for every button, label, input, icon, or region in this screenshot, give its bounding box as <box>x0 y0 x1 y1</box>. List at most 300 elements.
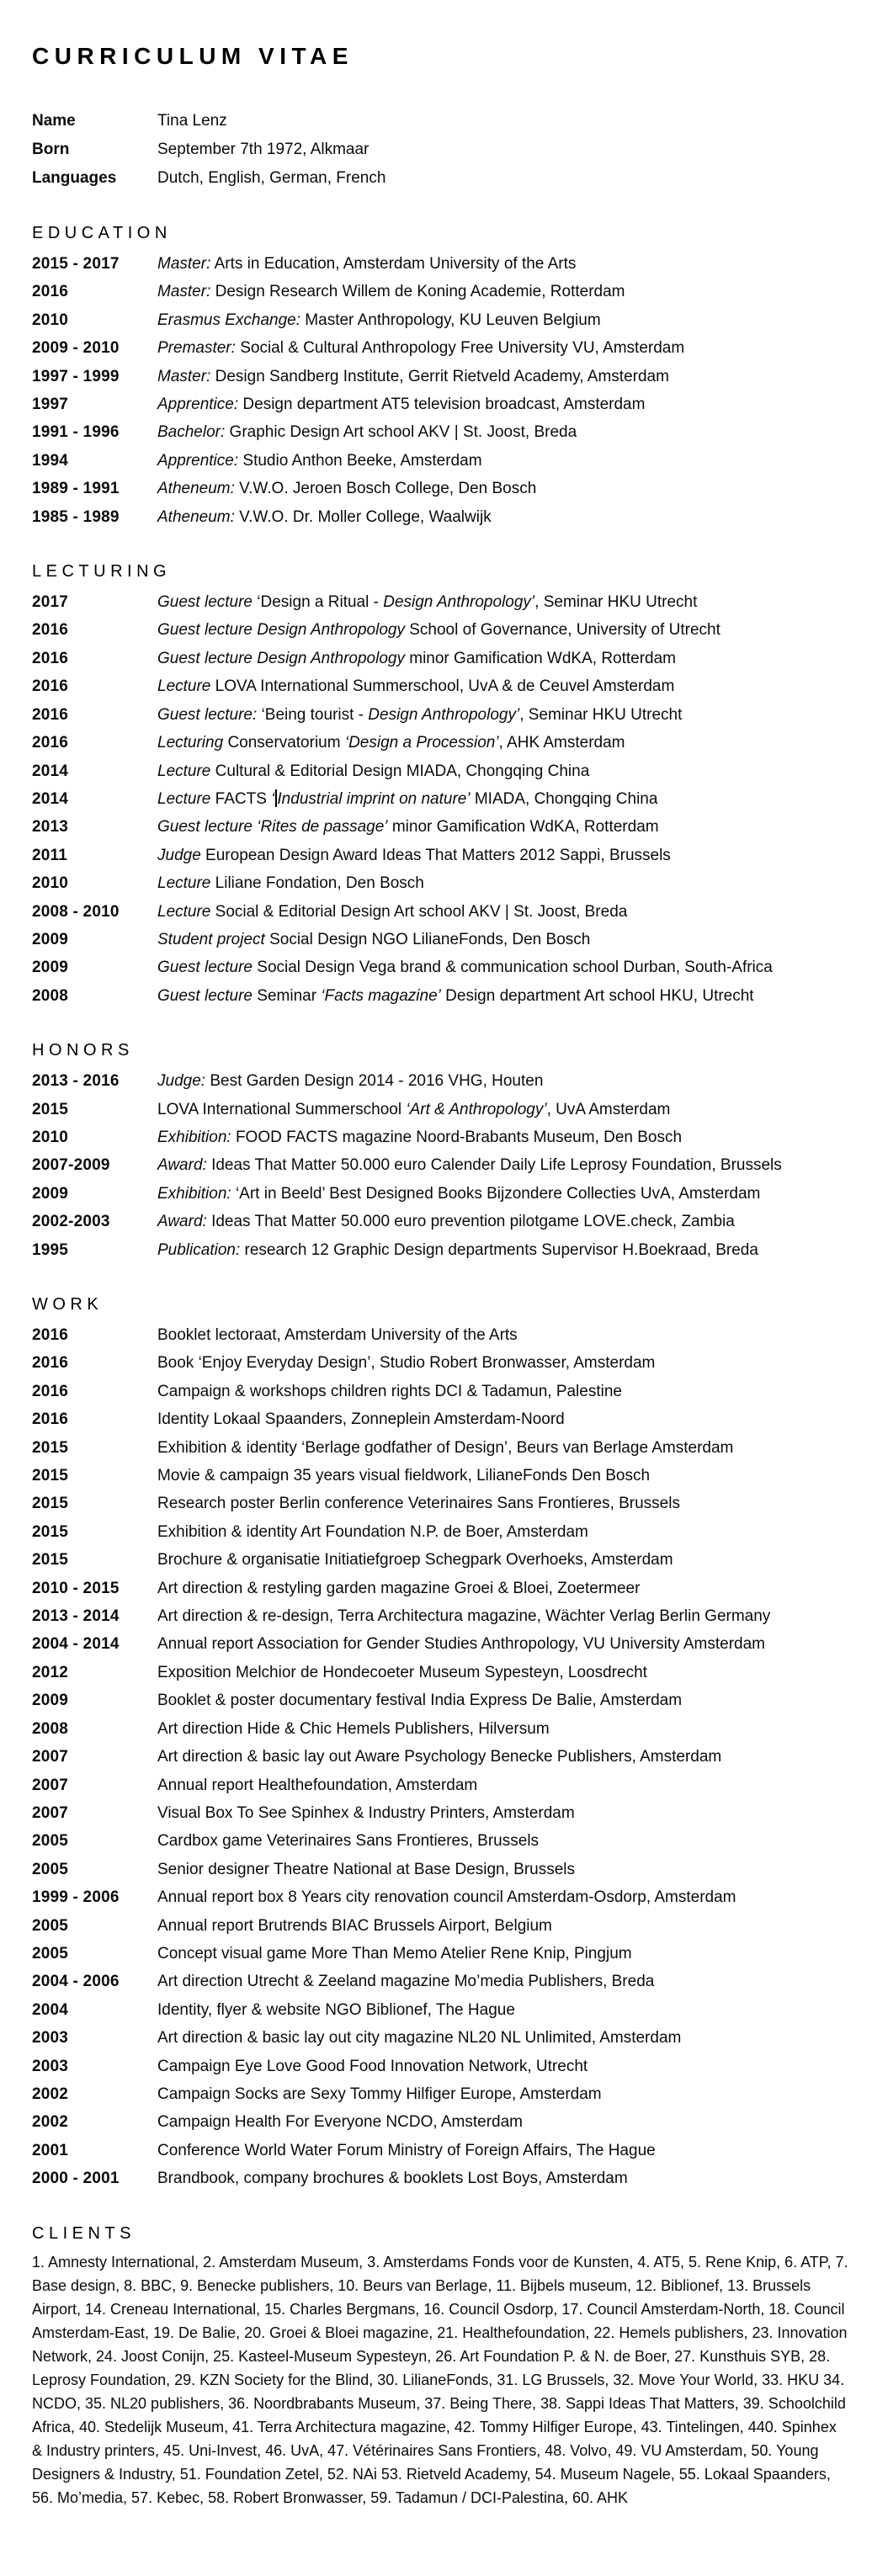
entry-text-segment: Booklet lectoraat, Amsterdam University of the Arts <box>157 1326 518 1344</box>
entry-row <box>32 1321 847 1349</box>
entry-period: 2005 <box>32 1832 69 1851</box>
entry-text-segment: Art direction & basic lay out Aware Psychology Benecke Publishers, Amsterdam <box>157 1748 722 1766</box>
entry-description <box>157 1462 847 1490</box>
info-value: Tina Lenz <box>157 112 227 130</box>
entry-text-segment: Master: <box>157 367 211 385</box>
entry-text-segment: Social Design Vega brand & communication school Durban, South-Africa <box>253 959 773 977</box>
entry-text-segment: ‘Design a Ritual - <box>253 593 384 612</box>
entry-row <box>32 1715 847 1743</box>
entry-text-segment: Art direction & basic lay out city magazine NL20 NL Unlimited, Amsterdam <box>157 2029 682 2048</box>
info-label: Languages <box>32 169 117 187</box>
entry-period: 1991 - 1996 <box>32 423 120 442</box>
entry-description <box>157 785 847 813</box>
work-entries <box>32 1321 847 2193</box>
entry-description <box>157 2164 847 2192</box>
entry-text-segment: Campaign Socks are Sexy Tommy Hilfiger Europe, Amsterdam <box>157 2085 602 2103</box>
entry-description <box>157 1067 847 1095</box>
entry-text-segment: Bachelor: <box>157 423 226 442</box>
entry-description <box>157 953 847 981</box>
entry-text-segment: Atheneum: <box>157 507 235 526</box>
entry-row <box>32 418 847 446</box>
entry-text-segment: FOOD FACTS magazine Noord-Brabants Museum, Den Bosch <box>231 1128 683 1146</box>
entry-row <box>32 1349 847 1377</box>
entry-text-segment: Campaign & workshops children rights DCI & Tadamun, Palestine <box>157 1382 622 1400</box>
education-section <box>32 223 847 531</box>
entry-row <box>32 2108 847 2136</box>
entry-row <box>32 588 847 616</box>
entry-period: 2007 <box>32 1803 69 1822</box>
honors-section <box>32 1040 847 1264</box>
work-section <box>32 1294 847 2193</box>
entry-text-segment: Arts in Education, Amsterdam University of the Arts <box>210 255 577 273</box>
entry-text-segment: Student project <box>157 930 265 948</box>
entry-row <box>32 1123 847 1151</box>
entry-row <box>32 1180 847 1208</box>
entry-text-segment: Atheneum: <box>157 480 235 498</box>
entry-text-segment: Guest lecture Design Anthropology <box>157 649 405 667</box>
entry-row <box>32 953 847 981</box>
entry-text-segment: Exhibition & identity Art Foundation N.P. de Boer, Amsterdam <box>157 1522 588 1541</box>
entry-row <box>32 842 847 869</box>
entry-text-segment: Conference World Water Forum Ministry of Foreign Affairs, The Hague <box>157 2141 656 2159</box>
entry-period: 1994 <box>32 451 69 470</box>
entry-row <box>32 813 847 841</box>
entry-period: 2005 <box>32 1860 69 1878</box>
entry-period: 2002 <box>32 2113 69 2132</box>
entry-period: 1999 - 2006 <box>32 1888 120 1907</box>
entry-description <box>157 1349 847 1377</box>
entry-text-segment: Annual report box 8 Years city renovation council Amsterdam-Osdorp, Amsterdam <box>157 1888 736 1907</box>
entry-row <box>32 2164 847 2192</box>
entry-description <box>157 645 847 672</box>
section-heading: LECTURING <box>32 562 172 582</box>
entry-description <box>157 701 847 729</box>
entry-period: 2016 <box>32 1354 69 1373</box>
entry-text-segment: Senior designer Theatre National at Base Design, Brussels <box>157 1860 576 1878</box>
entry-text-segment: Booklet & poster documentary festival India Express De Balie, Amsterdam <box>157 1692 683 1710</box>
entry-row <box>32 616 847 644</box>
entry-text-segment: Annual report Brutrends BIAC Brussels Airport, Belgium <box>157 1916 552 1935</box>
entry-row <box>32 1405 847 1433</box>
entry-description <box>157 729 847 757</box>
education-entries <box>32 250 847 531</box>
clients-paragraph: 1. Amnesty International, 2. Amsterdam Museum, 3. Amsterdams Fonds voor de Kunsten, 4. AT5, 5. Rene Knip, 6. ATP, 7. Base design, 8. BBC, 9. Benecke publishers, 10. Beurs van Berlage, 11. Bijbels museum, 12. Biblionef, 13. Brussels Airport, 14. Creneau International, 15. Charles Bergmans, 16. Council Osdorp, 17. Council Amsterdam-North, 18. Council Amsterdam-East, 19. De Balie, 20. Groei & Bloei magazine, 21. Healthefoundation, 22. Hemels publishers, 23. Innovation Network, 24. Joost Conijn, 25. Kasteel-Museum Sypesteyn, 26. Art Foundation P. & N. de Boer, 27. Kunsthuis SYB, 28. Leprosy Foundation, 29. KZN Society for the Blind, 30. LilianeFonds, 31. LG Brussels, 32. Move Your World, 33. HKU 34. NCDO, 35. NL20 publishers, 36. Noordbrabants Museum, 37. Being There, 38. Sappi Ideas That Matters, 39. Schoolchild Africa, 40. Stedelijk Museum, 41. Terra Architectura magazine, 42. Tommy Hilfiger Europe, 43. Tintelingen, 440. Spinhex & Industry printers, 45. Uni-Invest, 46. UvA, 47. Vétérinaires Sans Frontiers, 48. Volvo, 49. VU Amsterdam, 50. Young Designers & Industry, 51. Foundation Zetel, 52. NAi 53. Rietveld Academy, 54. Museum Nagele, 55. Lokaal Spaanders, 56. Mo’media, 57. Kebec, 58. Robert Bronwasser, 59. Tadamun / DCI-Palestina, 60. AHK <box>32 2253 848 2506</box>
entry-description <box>157 898 847 926</box>
entry-row <box>32 1518 847 1546</box>
entry-period: 1995 <box>32 1240 69 1259</box>
entry-period: 2005 <box>32 1944 69 1963</box>
entry-description <box>157 1546 847 1574</box>
entry-row <box>32 1575 847 1602</box>
info-value: September 7th 1972, Alkmaar <box>157 141 370 158</box>
entry-row <box>32 2137 847 2164</box>
entry-text-segment: Publication: <box>157 1240 241 1259</box>
entry-row <box>32 729 847 757</box>
honors-entries <box>32 1067 847 1264</box>
entry-period: 1985 - 1989 <box>32 507 120 526</box>
entry-row <box>32 898 847 926</box>
entry-text-segment: Campaign Health For Everyone NCDO, Amsterdam <box>157 2113 523 2132</box>
entry-description <box>157 1180 847 1208</box>
entry-description <box>157 1123 847 1151</box>
entry-row <box>32 757 847 785</box>
entry-row <box>32 1743 847 1771</box>
entry-text-segment: Campaign Eye Love Good Food Innovation Network, Utrecht <box>157 2057 588 2075</box>
entry-description <box>157 1575 847 1602</box>
entry-text-segment: Ideas That Matter 50.000 euro prevention pilotgame LOVE.check, Zambia <box>206 1213 735 1231</box>
entry-description <box>157 813 847 841</box>
entry-text-segment: Exhibition & identity ‘Berlage godfather of Design’, Beurs van Berlage Amsterdam <box>157 1438 734 1457</box>
entry-row <box>32 334 847 362</box>
entry-period: 2016 <box>32 1326 69 1344</box>
entry-description <box>157 1378 847 1405</box>
entry-description <box>157 1715 847 1743</box>
entry-period: 2012 <box>32 1663 69 1681</box>
entry-text-segment: Guest lecture ‘Rites de passage’ <box>157 818 388 837</box>
entry-period: 2002-2003 <box>32 1213 110 1231</box>
entry-description <box>157 1208 847 1235</box>
entry-text-segment: Conservatorium <box>223 734 345 752</box>
entry-text-segment: ‘Design a Procession’ <box>344 734 499 752</box>
entry-description <box>157 757 847 785</box>
entry-text-segment: , UvA Amsterdam <box>546 1100 671 1118</box>
entry-row <box>32 1856 847 1883</box>
entry-text-segment: Brochure & organisatie Initiatiefgroep Schegpark Overhoeks, Amsterdam <box>157 1551 673 1570</box>
entry-text-segment: Annual report Healthefoundation, Amsterdam <box>157 1776 478 1794</box>
entry-row <box>32 1378 847 1405</box>
entry-text-segment: FACTS <box>210 789 272 808</box>
entry-description <box>157 306 847 334</box>
entry-period: 2013 - 2016 <box>32 1072 120 1091</box>
entry-row <box>32 1208 847 1235</box>
entry-row <box>32 2024 847 2052</box>
entry-period: 2010 <box>32 311 69 329</box>
entry-description <box>157 1686 847 1714</box>
entry-description <box>157 842 847 869</box>
entry-description <box>157 1940 847 1968</box>
entry-period: 2013 <box>32 818 69 837</box>
entry-row <box>32 1659 847 1686</box>
entry-text-segment: LOVA International Summerschool, UvA & de Ceuvel Amsterdam <box>210 677 675 696</box>
entry-row <box>32 1883 847 1911</box>
entry-row <box>32 1630 847 1658</box>
entry-description <box>157 390 847 418</box>
entry-description <box>157 1827 847 1855</box>
entry-text-segment: Social & Cultural Anthropology Free University VU, Amsterdam <box>235 339 685 358</box>
entry-description <box>157 1771 847 1799</box>
entry-text-segment: Liliane Fondation, Den Bosch <box>210 874 424 893</box>
entry-row <box>32 1968 847 1995</box>
entry-row <box>32 447 847 475</box>
info-row <box>32 135 847 164</box>
entry-period: 1997 - 1999 <box>32 367 120 385</box>
entry-text-segment: Identity Lokaal Spaanders, Zonneplein Amsterdam-Noord <box>157 1410 565 1429</box>
entry-text-segment: Guest lecture <box>157 959 253 977</box>
entry-period: 2015 <box>32 1438 69 1457</box>
entry-text-segment: European Design Award Ideas That Matters 2012 Sappi, Brussels <box>200 846 671 864</box>
entry-description <box>157 363 847 390</box>
entry-text-segment: Erasmus Exchange: <box>157 311 301 329</box>
entry-text-segment: Award: <box>157 1213 207 1231</box>
entry-row <box>32 672 847 700</box>
entry-text-segment: Exhibition: <box>157 1128 231 1146</box>
entry-text-segment: Industrial imprint on nature’ <box>277 789 471 808</box>
entry-period: 2011 <box>32 846 68 864</box>
entry-period: 2016 <box>32 1382 69 1400</box>
entry-description <box>157 1743 847 1771</box>
entry-row <box>32 306 847 334</box>
entry-description <box>157 2024 847 2052</box>
entry-row <box>32 1771 847 1799</box>
entry-row <box>32 1996 847 2024</box>
entry-period: 2004 - 2014 <box>32 1635 120 1654</box>
entry-row <box>32 869 847 897</box>
entry-period: 2000 - 2001 <box>32 2170 120 2188</box>
entry-row <box>32 982 847 1010</box>
entry-period: 2001 <box>32 2141 69 2159</box>
entry-text-segment: Judge: <box>157 1072 206 1091</box>
entry-text-segment: Design department AT5 television broadcast, Amsterdam <box>238 396 646 414</box>
entry-row <box>32 250 847 278</box>
entry-row <box>32 363 847 390</box>
info-label: Born <box>32 141 70 158</box>
entry-text-segment: Visual Box To See Spinhex & Industry Printers, Amsterdam <box>157 1803 575 1822</box>
entry-description <box>157 1236 847 1264</box>
entry-description <box>157 1490 847 1517</box>
entry-row <box>32 503 847 531</box>
entry-text-segment: Master: <box>157 283 211 301</box>
entry-period: 2008 - 2010 <box>32 902 120 921</box>
entry-text-segment: , AHK Amsterdam <box>498 734 625 752</box>
entry-text-segment: Lecturing <box>157 734 224 752</box>
entry-period: 2013 - 2014 <box>32 1607 120 1626</box>
entry-row <box>32 1827 847 1855</box>
entry-period: 2009 <box>32 1692 69 1710</box>
entry-period: 2016 <box>32 649 69 667</box>
entry-text-segment: Guest lecture Design Anthropology <box>157 621 405 640</box>
entry-text-segment: V.W.O. Dr. Moller College, Waalwijk <box>234 507 492 526</box>
entry-period: 1997 <box>32 396 69 414</box>
entry-description <box>157 334 847 362</box>
entry-text-segment: Concept visual game More Than Memo Atelier Rene Knip, Pingjum <box>157 1944 632 1963</box>
entry-row <box>32 1546 847 1574</box>
entry-text-segment: minor Gamification WdKA, Rotterdam <box>404 649 677 667</box>
page-title: CURRICULUM VITAE <box>32 43 354 69</box>
entry-period: 2005 <box>32 1916 69 1935</box>
entry-period: 2009 - 2010 <box>32 339 120 358</box>
entry-text-segment: Graphic Design Art school AKV | St. Joost, Breda <box>225 423 577 442</box>
entry-period: 2016 <box>32 677 69 696</box>
entry-text-segment: ‘ <box>271 789 275 808</box>
personal-info <box>32 107 847 193</box>
entry-description <box>157 1405 847 1433</box>
entry-row <box>32 2080 847 2108</box>
entry-period: 2016 <box>32 705 69 724</box>
entry-text-segment: Lecture <box>157 874 211 893</box>
section-heading: EDUCATION <box>32 224 172 242</box>
entry-text-segment: minor Gamification WdKA, Rotterdam <box>387 818 659 837</box>
entry-description <box>157 1883 847 1911</box>
entry-row <box>32 1602 847 1630</box>
entry-text-segment: Art direction & re-design, Terra Architectura magazine, Wächter Verlag Berlin Germany <box>157 1607 771 1626</box>
info-row <box>32 164 847 193</box>
entry-row <box>32 390 847 418</box>
entry-period: 2004 - 2006 <box>32 1973 120 1991</box>
entry-text-segment: Annual report Association for Gender Studies Anthropology, VU University Amsterdam <box>157 1635 766 1654</box>
entry-row <box>32 1490 847 1517</box>
entry-row <box>32 1067 847 1095</box>
entry-description <box>157 926 847 953</box>
entry-period: 2009 <box>32 959 69 977</box>
entry-text-segment: Best Garden Design 2014 - 2016 VHG, Houten <box>205 1072 544 1091</box>
entry-description <box>157 475 847 502</box>
entry-description <box>157 418 847 446</box>
entry-text-segment: Social Design NGO LilianeFonds, Den Bosch <box>264 930 591 948</box>
entry-text-segment: V.W.O. Jeroen Bosch College, Den Bosch <box>234 480 537 498</box>
entry-text-segment: School of Governance, University of Utrecht <box>404 621 720 640</box>
entry-period: 2007 <box>32 1776 69 1794</box>
entry-text-segment: Design Anthropology’ <box>383 593 535 612</box>
entry-description <box>157 2108 847 2136</box>
entry-text-segment: Guest lecture: <box>157 705 258 724</box>
entry-period: 2015 <box>32 1100 69 1118</box>
entry-description <box>157 1434 847 1462</box>
entry-description <box>157 588 847 616</box>
entry-text-segment: , Seminar HKU Utrecht <box>519 705 683 724</box>
entry-description <box>157 250 847 278</box>
entry-period: 2015 <box>32 1495 69 1513</box>
entry-text-segment: Lecture <box>157 677 211 696</box>
entry-text-segment: Cardbox game Veterinaires Sans Frontieres, Brussels <box>157 1832 540 1851</box>
entry-text-segment: Research poster Berlin conference Veterinaires Sans Frontieres, Brussels <box>157 1495 680 1513</box>
entry-text-segment: Design Sandberg Institute, Gerrit Rietveld Academy, Amsterdam <box>210 367 669 385</box>
cv-sections <box>32 223 847 2510</box>
entry-period: 2015 <box>32 1551 69 1570</box>
entry-period: 2016 <box>32 1410 69 1429</box>
entry-period: 2016 <box>32 283 69 301</box>
entry-description <box>157 1518 847 1546</box>
entry-row <box>32 1940 847 1968</box>
entry-text-segment: Book ‘Enjoy Everyday Design’, Studio Robert Bronwasser, Amsterdam <box>157 1354 656 1373</box>
entry-period: 2004 <box>32 2000 69 2019</box>
entry-period: 2008 <box>32 1719 69 1738</box>
entry-row <box>32 785 847 813</box>
entry-description <box>157 1151 847 1179</box>
entry-period: 2015 <box>32 1522 69 1541</box>
entry-description <box>157 672 847 700</box>
entry-period: 2010 <box>32 874 69 893</box>
entry-description <box>157 869 847 897</box>
entry-text-segment: Exhibition: <box>157 1184 231 1203</box>
entry-row <box>32 645 847 672</box>
entry-description <box>157 1799 847 1827</box>
entry-description <box>157 2053 847 2080</box>
entry-description <box>157 616 847 644</box>
entry-text-segment: Brandbook, company brochures & booklets Lost Boys, Amsterdam <box>157 2170 628 2188</box>
entry-period: 2009 <box>32 1184 69 1203</box>
entry-period: 2014 <box>32 789 69 808</box>
entry-period: 2003 <box>32 2057 69 2075</box>
clients-section <box>32 2223 847 2510</box>
entry-text-segment: Design Research Willem de Koning Academie, Rotterdam <box>210 283 625 301</box>
entry-period: 2009 <box>32 930 69 948</box>
entry-text-segment: ‘Being tourist - <box>257 705 369 724</box>
entry-row <box>32 1236 847 1264</box>
entry-description <box>157 1912 847 1940</box>
entry-period: 2016 <box>32 621 69 640</box>
lecturing-section <box>32 561 847 1010</box>
entry-description <box>157 2137 847 2164</box>
entry-period: 2008 <box>32 986 69 1005</box>
entry-period: 2007-2009 <box>32 1156 110 1175</box>
entry-description <box>157 1602 847 1630</box>
entry-text-segment: Movie & campaign 35 years visual fieldwork, LilianeFonds Den Bosch <box>157 1467 651 1485</box>
entry-row <box>32 2053 847 2080</box>
entry-period: 2010 <box>32 1128 69 1146</box>
entry-description <box>157 278 847 305</box>
entry-description <box>157 1321 847 1349</box>
entry-text-segment: ‘Art & Anthropology’ <box>406 1100 547 1118</box>
entry-text-segment: Art direction & restyling garden magazine Groei & Bloei, Zoetermeer <box>157 1579 641 1597</box>
entry-period: 2017 <box>32 593 69 612</box>
entry-text-segment: ‘Facts magazine’ <box>321 986 441 1005</box>
entry-text-segment: ‘Art in Beeld’ Best Designed Books Bijzondere Collecties UvA, Amsterdam <box>231 1184 761 1203</box>
entry-text-segment: Studio Anthon Beeke, Amsterdam <box>238 451 482 470</box>
entry-row <box>32 926 847 953</box>
entry-description <box>157 503 847 531</box>
entry-period: 2002 <box>32 2085 69 2103</box>
entry-text-segment: Lecture <box>157 762 211 780</box>
entry-text-segment: Judge <box>157 846 201 864</box>
entry-row <box>32 1686 847 1714</box>
entry-text-segment: Art direction Utrecht & Zeeland magazine Mo’media Publishers, Breda <box>157 1973 655 1991</box>
entry-text-segment: Master Anthropology, KU Leuven Belgium <box>300 311 601 329</box>
entry-description <box>157 1996 847 2024</box>
info-row <box>32 107 847 135</box>
entry-description <box>157 1659 847 1686</box>
entry-text-segment: research 12 Graphic Design departments Supervisor H.Boekraad, Breda <box>240 1240 758 1259</box>
entry-row <box>32 1799 847 1827</box>
entry-text-segment: Premaster: <box>157 339 236 358</box>
entry-period: 2014 <box>32 762 69 780</box>
entry-text-segment: Master: <box>157 255 211 273</box>
entry-text-segment: Seminar <box>253 986 322 1005</box>
entry-period: 2016 <box>32 734 69 752</box>
entry-row <box>32 701 847 729</box>
lecturing-entries <box>32 588 847 1010</box>
entry-row <box>32 1096 847 1123</box>
entry-period: 2015 <box>32 1467 69 1485</box>
section-heading: HONORS <box>32 1041 134 1060</box>
entry-text-segment: Exposition Melchior de Hondecoeter Museum Sypesteyn, Loosdrecht <box>157 1663 647 1681</box>
section-heading: WORK <box>32 1295 104 1314</box>
entry-description <box>157 1630 847 1658</box>
entry-description <box>157 982 847 1010</box>
entry-row <box>32 475 847 502</box>
entry-text-segment: Apprentice: <box>157 451 239 470</box>
entry-row <box>32 278 847 305</box>
entry-text-segment: Identity, flyer & website NGO Biblionef, The Hague <box>157 2000 515 2019</box>
entry-text-segment: Guest lecture <box>157 986 253 1005</box>
entry-period: 2007 <box>32 1748 69 1766</box>
entry-description <box>157 1968 847 1995</box>
entry-description <box>157 2080 847 2108</box>
info-value: Dutch, English, German, French <box>157 169 386 187</box>
entry-period: 2003 <box>32 2029 69 2048</box>
entry-text-segment: Cultural & Editorial Design MIADA, Chongqing China <box>210 762 590 780</box>
entry-period: 1989 - 1991 <box>32 480 120 498</box>
entry-text-segment: MIADA, Chongqing China <box>470 789 658 808</box>
